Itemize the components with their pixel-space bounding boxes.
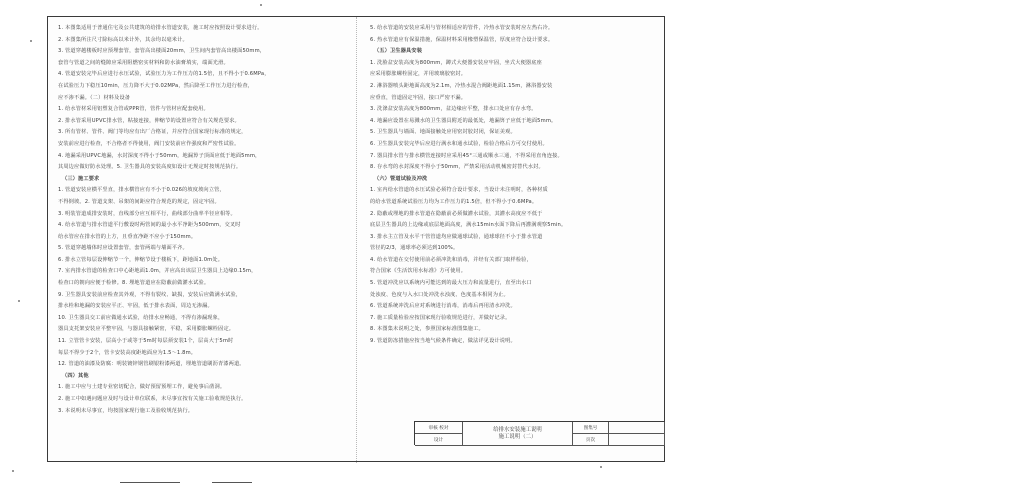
text-line: 4. 给水管道在交付使用前必须冲洗和消毒，并经有关部门取样检验， [370,256,532,263]
text-line: 排水栓和地漏的安装应平正、牢固，低于排水表面，周边无渗漏。 [58,303,213,310]
title-block-design-cell: 设计 [415,434,463,446]
text-line: 4. 地漏应设置在易溅水的卫生器具附近的最低处，地漏箅子应低于地面5mm。 [370,117,557,124]
text-line: 每层不得少于2个，管卡安装高度距地面应为1.5～1.8m。 [58,349,197,356]
text-line: 3. 所有管材、管件、阀门等均应有出厂合格证，并应符合国家现行标准的规定， [58,129,247,136]
title-block-title: 给排水安装施工说明 [493,426,542,433]
text-line: 8. 本图集未说明之处，参照国家标准图集施工。 [370,326,484,333]
title-block-review-cell: 审核 校对 [415,422,463,434]
title-block-page-value [609,434,665,446]
text-line: 3. 洗涤盆安装高度为800mm，盆边缘应平整，排水口处应有存水弯。 [370,106,537,113]
text-line: 6. 管道系统冲洗后应对系统进行消毒，消毒后再用清水冲洗。 [370,303,516,310]
text-line: （四）其他 [62,372,89,379]
text-line: 1. 洗脸盆安装高度为800mm，蹲式大便器安装应牢固，坐式大便器底座 [370,59,542,66]
text-line: 12. 管道的油漆及防腐：明装镀锌钢管刷银粉漆两道，埋地管道刷沥青漆两道。 [58,361,245,368]
text-line: 3. 明装管道成排安装时，直线部分应互相平行，曲线部分曲率半径应相等。 [58,210,236,217]
text-line: 6. 卫生器具安装完毕后应进行满水和通水试验，检验合格后方可交付使用。 [370,140,548,147]
scan-mark [120,482,180,483]
title-block [414,421,664,445]
text-line: 5. 给水管道的安装应采用与管材相适应的管件，冷热水管安装时应左热右冷。 [370,25,554,31]
text-line: 1. 室内给水管道的水压试验必须符合设计要求，当设计未注明时，各种材质 [370,187,548,194]
text-line: 5. 卫生器具与墙面、地面接触处应用密封胶封闭，保证美观。 [370,129,516,136]
text-line: 应不渗不漏。（二）材料及设备 [58,94,131,101]
text-line: 处浊度、色度与入水口处冲洗水浊度、色度基本相同为止。 [370,291,509,298]
text-line: 1. 给水管材采用铝塑复合管或PPR管，管件与管材应配套使用。 [58,106,209,113]
text-line: 5. 管道冲洗应以系统内可能达到的最大压力和流量进行，直至出水口 [370,280,532,287]
text-line: 7. 器具排水管与排水横管连接时应采用45°三通或顺水三通，不得采用直角连接。 [370,152,563,159]
text-line: 3. 管道穿越楼板时应预埋套管，套管高出楼面20mm，卫生间内套管高出楼面50mm， [58,48,266,55]
text-line: 3. 排水主立管及水平干管管道均应做通球试验，通球球径不小于排水管道 [370,233,543,240]
text-line: 器具支托架安装应平整牢固，与器具接触紧密，平稳，采用膨胀螺栓固定。 [58,326,235,333]
text-line: 不得倒坡。2. 管道支架、吊架的间距应符合规范的规定，固定牢固。 [58,198,220,205]
text-line: 在试验压力下稳压10min，压力降不大于0.02MPa，然后降至工作压力进行检查， [58,82,254,89]
text-line: 4. 地漏采用UPVC地漏，水封深度不得小于50mm，地漏箅子顶面应低于地面5mm， [58,152,261,159]
text-line: 9. 卫生器具安装前应检查其外观，不得有裂纹、缺损，安装后应做满水试验， [58,291,242,298]
text-line: 的给水管道系统试验压力均为工作压力的1.5倍，但不得小于0.6MPa。 [370,198,538,205]
text-line: 8. 存水弯的水封深度不得小于50mm，严禁采用活动机械密封替代水封。 [370,164,544,171]
title-block-atlas-label: 图集号 [573,422,609,434]
text-line: 2. 本图集所注尺寸除标高以米计外，其余均以毫米计。 [58,36,188,43]
text-line: 7. 施工质量检验应按国家现行验收规范进行，并做好记录。 [370,314,511,321]
text-line: 1. 管道安装应横平竖直，排水横管应有不小于0.026的坡度坡向立管， [58,187,225,194]
text-line: （三）施工要求 [62,175,100,182]
text-line: 安装前应进行检查，不合格者不得使用，阀门安装前应作强度和严密性试验。 [58,140,240,147]
text-line: 4. 给水管道与排水管道平行敷设时两管间的最小水平净距为500mm，交叉时 [58,222,241,229]
text-line: 10. 卫生器具交工前应做通水试验，给排水应畅通，不得有渗漏现象， [58,314,224,321]
text-line: 检查口的朝向应便于检修。8. 埋地管道应在隐蔽前做灌水试验。 [58,280,210,287]
text-line: 3. 本说明未尽事宜，均按国家现行施工及验收规范执行。 [58,407,194,414]
text-line: 9. 管道防冻措施应按当地气候条件确定，做法详见设计说明。 [370,338,516,345]
text-line: 11. 立管管卡安装，层高小于或等于5m时每层须安装1个，层高大于5m时 [58,338,234,345]
text-line: 管径的2/3，通球率必须达到100%。 [370,245,459,252]
text-line: 底层卫生器具的上边缘或底层地面高度，满水15min水面下降后再灌满观察5min。 [370,222,567,229]
text-line: 1. 本图集适用于普通住宅及公共建筑的给排水管道安装，施工时应按照设计要求进行。 [58,25,263,31]
text-line: 7. 室内排水管道的检查口中心距地面1.0m，并应高出该层卫生器具上边缘0.15m， [58,268,257,275]
title-block-atlas-value [609,422,665,434]
text-line: 2. 施工中如遇问题应及时与设计单位联系，未尽事宜按有关施工验收规范执行。 [58,396,247,402]
scan-speck [600,466,602,468]
scan-mark [212,482,252,483]
scan-speck [18,300,20,302]
column-divider [356,17,357,463]
drawing-sheet [47,16,665,462]
text-line: （六）管道试验及冲洗 [374,175,428,182]
title-block-page-label: 页次 [573,434,609,446]
text-line: 6. 排水立管每层设伸缩节一个，伸缩节设于楼板下，距地面1.0m处。 [58,256,224,263]
title-block-subtitle: 施工说明（二） [498,433,537,440]
text-line: 1. 施工中应与土建专业密切配合，做好预留预埋工作，避免事后凿洞。 [58,384,226,391]
text-line: 应采用膨胀螺栓固定，并用玻璃胶密封。 [370,71,467,78]
text-line: 符合国家《生活饮用水标准》方可使用。 [370,268,467,275]
scan-speck [30,40,32,42]
text-line: 给水管应在排水管的上方，且垂直净距不应小于150mm。 [58,233,197,240]
text-line: 2. 隐蔽或埋地的排水管道在隐蔽前必须做灌水试验，其灌水高度应不低于 [370,210,543,217]
text-line: 4. 管道安装完毕后应进行水压试验，试验压力为工作压力的1.5倍，且不得小于0.6MPa， [58,71,270,78]
text-line: （五）卫生器具安装 [374,48,423,55]
right-text-column [370,23,660,415]
scan-speck [260,4,262,6]
left-text-column [58,23,344,455]
text-line: 2. 淋浴器喷头距地面高度为2.1m，冷热水混合阀距地面1.15m，淋浴器安装 [370,82,553,89]
title-block-title-cell [463,422,573,446]
text-line: 2. 排水管采用UPVC排水管，粘接连接，伸缩节的设置应符合有关规范要求。 [58,117,240,124]
text-line: 6. 热水管道应有保温措施，保温材料采用橡塑保温管，厚度应符合设计要求。 [370,36,554,43]
text-line: 5. 管道穿越墙体时应设置套管，套管两端与墙面平齐。 [58,245,188,252]
text-line: 其周边应做好防水处理。5. 卫生器具的安装高度如设计无规定时按规范执行。 [58,164,242,171]
scan-speck [12,470,14,472]
text-line: 套管与管道之间的缝隙应采用阻燃密实材料和防水油膏填实，端面光滑。 [58,59,229,66]
text-line: 应垂直，管道固定牢固，接口严密不漏。 [370,94,467,101]
